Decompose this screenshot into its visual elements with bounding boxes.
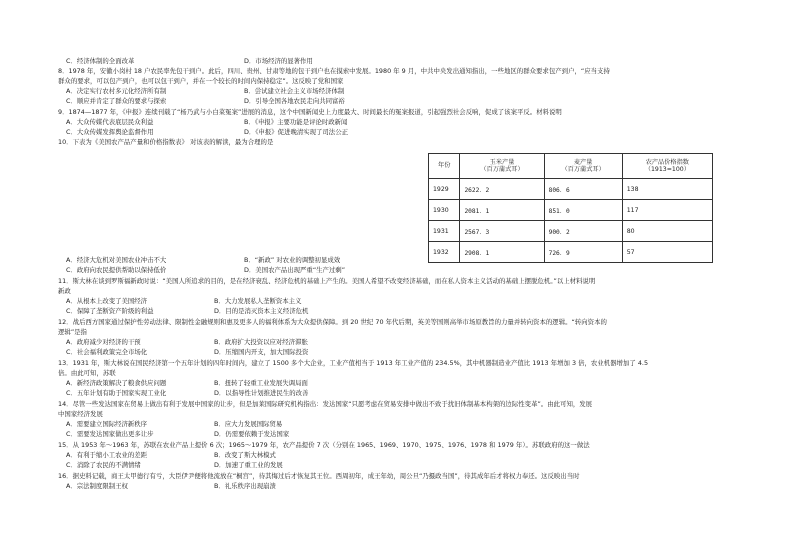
q14-option-d[interactable]: D．仍需要依赖于发达国家: [214, 430, 290, 438]
table-row: [429, 242, 713, 263]
table-header-row: [429, 154, 713, 179]
q11-option-a[interactable]: A．从根本上改变了美国经济: [66, 297, 148, 305]
q10-option-a[interactable]: A．经济大危机对美国农业冲击不大: [66, 256, 167, 264]
q12-stem: 逻辑”是指: [58, 328, 87, 336]
table-cell: 900．2: [544, 221, 622, 242]
q15-option-d[interactable]: D．加速了重工业的发展: [214, 461, 283, 469]
table-header-cell: 麦产量 （百万蒲式耳）: [544, 154, 622, 179]
table-row: [429, 221, 713, 242]
q11-option-d[interactable]: D．目的是消灭资本主义经济危机: [214, 307, 309, 315]
q11-stem: 新政: [58, 287, 71, 295]
table-cell: 1931: [429, 221, 460, 242]
q8-option-b[interactable]: B．尝试建立社会主义市场经济体制: [244, 87, 345, 95]
q13-option-d[interactable]: D．以指导性计划推进民生的改善: [214, 389, 309, 397]
q11-option-c[interactable]: C．保障了垄断资产阶级的利益: [66, 307, 154, 315]
q14-option-c[interactable]: C．需要发达国家做出更多让步: [66, 430, 154, 438]
table-cell: 117: [622, 200, 712, 221]
q8-option-c[interactable]: C．顺应并肯定了群众的要求与探索: [66, 97, 167, 105]
q13-stem: 13．1931 年，斯大林说在国民经济第一个五年计划的四年时间内，建立了 1500 多个大企业，工业产值相当于 1913 年工业产值的 234.5%，其中机器制造业产值比 1913 年增加 3 倍，农业机器增加了 4.5: [58, 359, 649, 367]
q9-option-a[interactable]: A．大众传媒代表底层民众利益: [66, 118, 154, 126]
q13-stem: 倍。由此可知，苏联: [58, 369, 116, 377]
q7-option-d[interactable]: D．市场经济的显著作用: [244, 57, 313, 65]
q8-stem: 群众的要求，可以包产到户，也可以包干到户，并在一个较长的时间内保持稳定”。这反映了党和国家: [58, 77, 344, 85]
q9-stem: 9．1874—1877 年，《申报》连续刊载了“杨乃武与小白菜冤案”进展的消息，这个中国新闻史上力度最大、时间最长的冤案报道，引起强烈社会反响，促成了该案平反。材料说明: [58, 108, 562, 116]
q11-stem: 11．斯大林在谈到罗斯福新政时说：“美国人所追求的目的，是在经济衰乱、经济危机的基础上产生的。美国人希望不改变经济基础，而在私人资本主义活动的基础上摆脱危机。”以上材料说明: [58, 277, 596, 285]
table-cell: 726．9: [544, 242, 622, 263]
table-cell: 1929: [429, 179, 460, 200]
table-cell: 2908．1: [460, 242, 544, 263]
q11-option-b[interactable]: B．大力发展私人垄断资本主义: [214, 297, 302, 305]
q15-stem: 15．从 1953 年～1963 年，苏联在农业产品上提价 6 次；1965～1979 年，农产品提价 7 次（分别在 1965、1969、1970、1975、1976、1978 和 1979 年）。苏联政府的这一做法: [58, 441, 590, 449]
table-cell: 1932: [429, 242, 460, 263]
table-header-cell: 玉米产量 （百万蒲式耳）: [460, 154, 544, 179]
q8-option-d[interactable]: D．引导全国各地农民走向共同富裕: [244, 97, 345, 105]
q15-option-b[interactable]: B．改变了斯大林模式: [214, 451, 276, 459]
q10-option-c[interactable]: C．政府向农民提供帮助以保持低价: [66, 266, 167, 274]
q9-option-b[interactable]: B．《申报》主要功能是评论时政新闻: [244, 118, 348, 126]
q13-option-c[interactable]: C．五年计划有助于国家实现工业化: [66, 389, 167, 397]
q14-stem: 14．尽管一些发达国家在贸易上做出有利于发展中国家的让步，但是加莱国际研究机构指出：发达国家“只愿考虑在贸易安排中做出不致于扰旧体制基本构架的边际性变革”。由此可知，发展: [58, 400, 593, 408]
q9-option-d[interactable]: D．《申报》促进晚清实现了司法公正: [244, 128, 348, 136]
table-row: [429, 200, 713, 221]
table-cell: 80: [622, 221, 712, 242]
table-cell: 2081．1: [460, 200, 544, 221]
table-cell: 57: [622, 242, 712, 263]
table-cell: 2567．3: [460, 221, 544, 242]
agri-output-price-table: [428, 153, 713, 263]
q15-option-c[interactable]: C．消除了农民的不满情绪: [66, 461, 141, 469]
table-header-cell: 农产品价格指数 （1913=100）: [622, 154, 712, 179]
table-cell: 2622．2: [460, 179, 544, 200]
q9-option-c[interactable]: C．大众传媒发挥舆论监督作用: [66, 128, 154, 136]
q12-option-a[interactable]: A．政府减少对经济的干预: [66, 338, 141, 346]
q8-stem: 8．1978 年，安徽小岗村 18 户农民率先包干到户。此后，四川、贵州、甘肃等地的包干到户也在摸索中发展。1980 年 9 月，中共中央发出通知指出，一些地区的群众要求包产到户，“应当支持: [58, 67, 610, 75]
q12-stem: 12．战后西方国家通过保护性劳动法律、限制性金融规则和惠及更多人的福利体系为大众提供保障。到 20 世纪 70 年代后期，英美等国则高举市场原教旨的力量并转向资本的逻辑。“转向资本的: [58, 318, 607, 326]
q8-option-a[interactable]: A．决定实行农村多元化经济所有制: [66, 87, 167, 95]
q7-option-c[interactable]: C．经济体制的全面改革: [66, 57, 135, 65]
table-row: [429, 179, 713, 200]
table-cell: 851．0: [544, 200, 622, 221]
q12-option-b[interactable]: B．政府扩大投资以应对经济滞胀: [214, 338, 308, 346]
table-header-cell: 年份: [429, 154, 460, 179]
table-cell: 806．6: [544, 179, 622, 200]
q12-option-c[interactable]: C．社会福利政策完全市场化: [66, 348, 148, 356]
q10-option-d[interactable]: D．美国农产品出现严重“生产过剩”: [244, 266, 346, 274]
q16-option-b[interactable]: B．礼乐秩序出现崩溃: [214, 482, 276, 490]
q15-option-a[interactable]: A．有利于缩小工农业的差距: [66, 451, 148, 459]
q14-option-a[interactable]: A．需要建立国际经济新秩序: [66, 420, 148, 428]
q10-stem: 10．下表为《美国农产品产量和价格指数表》 对该表的解读，最为合理的是: [58, 138, 274, 146]
q10-option-b[interactable]: B．“新政” 对农业的调整初显成效: [244, 256, 341, 264]
q16-stem: 16．据史料记载，商王太甲德行有亏，大臣伊尹便将他流放在“桐宫”，待其悔过后才恢复其王位。西周初年，成王年幼，周公旦“乃摄政当国”，待其成年后才将权力奉还。这反映出当时: [58, 472, 580, 480]
q14-stem: 中国家经济发展: [58, 410, 103, 418]
table-cell: 1930: [429, 200, 460, 221]
q13-option-a[interactable]: A．新经济政策解决了粮食供应问题: [66, 379, 167, 387]
q14-option-b[interactable]: B．应大力发展国际贸易: [214, 420, 283, 428]
q13-option-b[interactable]: B．扭转了轻重工业发展失调局面: [214, 379, 308, 387]
table-cell: 138: [622, 179, 712, 200]
q16-option-a[interactable]: A．宗法制度限制王权: [66, 482, 128, 490]
q12-option-d[interactable]: D．压缩国内开支，加大国际投资: [214, 348, 309, 356]
